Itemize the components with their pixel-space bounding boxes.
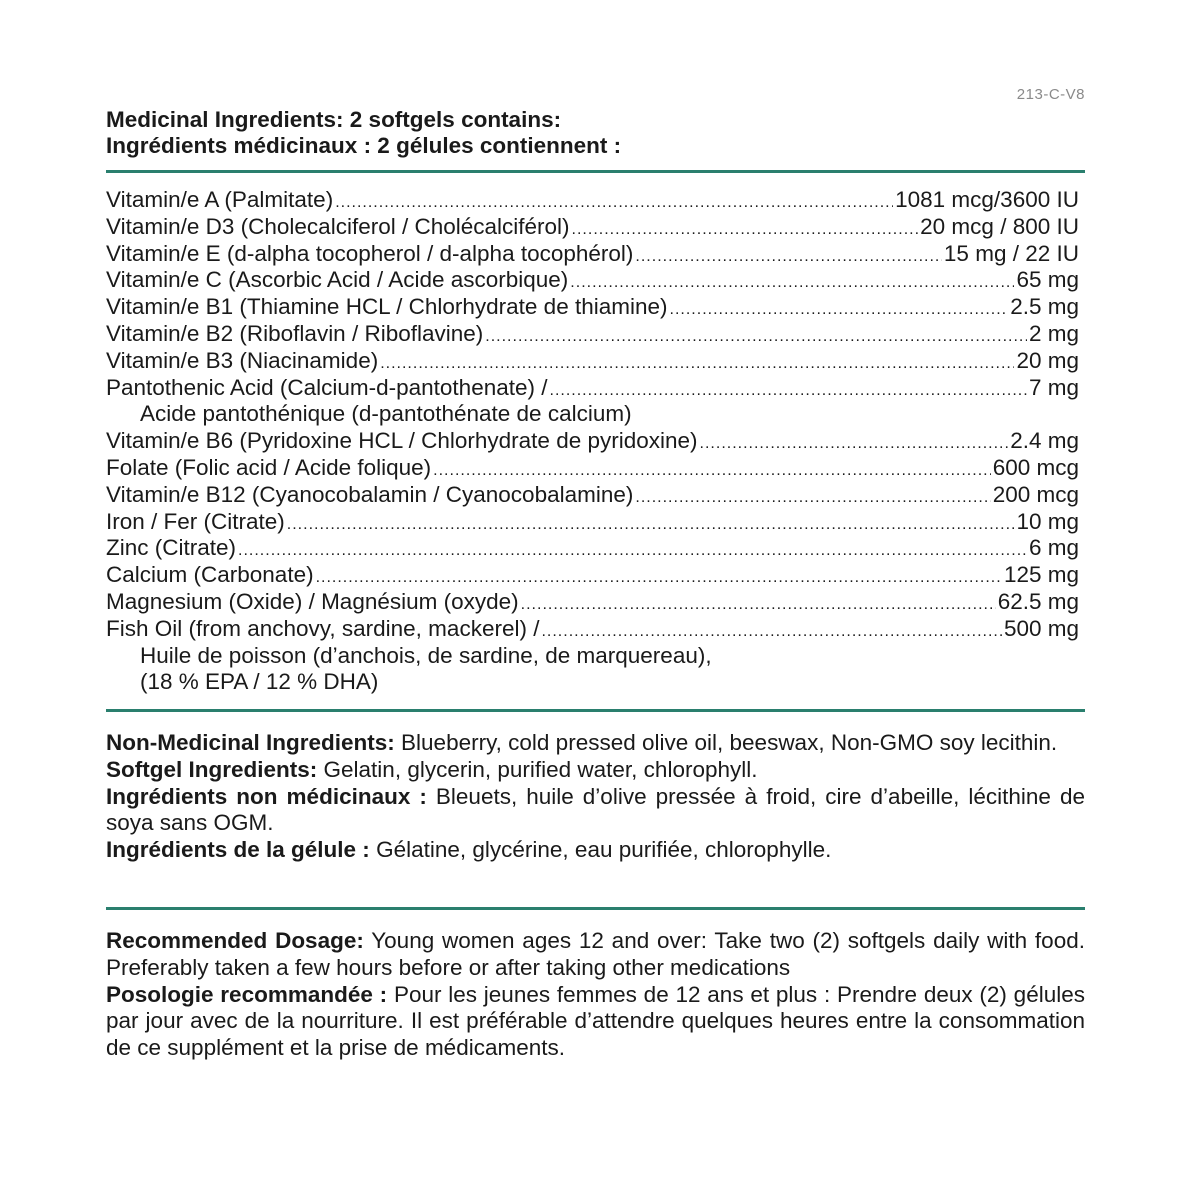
dosage-en-text: Young women ages 12 and over: Take two (2) softgels daily with food. Preferably taken a few hours before or after taking other medications xyxy=(106,928,1085,980)
ingredient-amount: 10 mg xyxy=(1016,508,1079,534)
gelule-fr-label: Ingrédients de la gélule : xyxy=(106,837,370,863)
ingredient-name: Calcium (Carbonate) xyxy=(106,562,314,588)
dot-leader xyxy=(700,431,1009,458)
ingredient-amount: 500 mg xyxy=(1003,615,1079,641)
non-medicinal-fr xyxy=(106,784,1085,838)
ingredient-name: Pantothenic Acid (Calcium-d-pantothenate) / xyxy=(106,374,548,400)
dosage-en xyxy=(106,928,1085,982)
ingredient-amount: 20 mcg / 800 IU xyxy=(920,213,1079,239)
ingredient-name: Vitamin/e B2 (Riboflavin / Riboflavine) xyxy=(106,320,484,346)
ingredient-row xyxy=(106,241,1085,268)
dot-leader xyxy=(316,565,1002,592)
ingredient-amount: 20 mg xyxy=(1016,347,1079,373)
ingredient-amount: 2 mg xyxy=(1028,320,1079,346)
ingredient-name: Vitamin/e E (d-alpha tocopherol / d-alpha tocophérol) xyxy=(106,240,634,266)
ingredient-amount: 65 mg xyxy=(1016,267,1079,293)
ingredient-amount: 125 mg xyxy=(1003,562,1079,588)
medicinal-heading-en: Medicinal Ingredients: 2 softgels contains: xyxy=(106,107,562,132)
ingredient-name: Zinc (Citrate) xyxy=(106,535,237,561)
dot-leader xyxy=(570,270,1014,297)
non-medicinal-section xyxy=(106,730,1085,864)
ingredient-row xyxy=(106,589,1085,616)
ingredient-row xyxy=(106,509,1085,536)
ingredient-name: Iron / Fer (Citrate) xyxy=(106,508,285,534)
divider-bottom xyxy=(106,907,1085,910)
ingredient-amount: 1081 mcg/3600 IU xyxy=(895,187,1079,212)
ingredient-amount: 7 mg xyxy=(1028,374,1079,400)
ingredient-name: Vitamin/e A (Palmitate) xyxy=(106,187,334,212)
ingredient-amount: 2.5 mg xyxy=(1010,294,1079,320)
ingredient-amount: 200 mcg xyxy=(992,481,1079,507)
ingredient-name: Vitamin/e D3 (Cholecalciferol / Cholécalciférol) xyxy=(106,213,570,239)
ingredient-row xyxy=(106,267,1085,294)
dot-leader xyxy=(433,458,991,485)
ingredient-name: Folate (Folic acid / Acide folique) xyxy=(106,454,432,480)
dot-leader xyxy=(670,297,1009,324)
softgel-en-text: Gelatin, glycerin, purified water, chlorophyll. xyxy=(323,756,758,782)
ingredient-name: Vitamin/e B3 (Niacinamide) xyxy=(106,347,379,373)
dot-leader xyxy=(287,512,1015,539)
ingredient-row xyxy=(106,294,1085,321)
ingredient-amount: 6 mg xyxy=(1028,535,1079,561)
dot-leader xyxy=(521,592,996,619)
ingredient-amount: 2.4 mg xyxy=(1010,428,1079,454)
ingredient-row xyxy=(106,348,1085,375)
dot-leader xyxy=(572,217,919,244)
ingredient-row xyxy=(106,562,1085,589)
ingredient-row xyxy=(106,375,1085,402)
ingredient-row xyxy=(106,455,1085,482)
dot-leader xyxy=(335,190,893,217)
dosage-en-label: Recommended Dosage: xyxy=(106,928,364,953)
softgel-en xyxy=(106,757,1085,784)
divider-top xyxy=(106,170,1085,173)
medicinal-heading-fr: Ingrédients médicinaux : 2 gélules contiennent : xyxy=(106,133,622,158)
gelule-fr-text: Gélatine, glycérine, eau purifiée, chlorophylle. xyxy=(376,837,832,863)
dot-leader xyxy=(380,351,1014,378)
ingredient-name: Vitamin/e B6 (Pyridoxine HCL / Chlorhydrate de pyridoxine) xyxy=(106,428,698,454)
ingredient-row xyxy=(106,616,1085,643)
non-medicinal-fr-text: Bleuets, huile d’olive pressée à froid, cire d’abeille, lécithine de soya sans OGM. xyxy=(106,783,1085,836)
dosage-section xyxy=(106,928,1085,1062)
ingredient-name: Vitamin/e B1 (Thiamine HCL / Chlorhydrate de thiamine) xyxy=(106,294,668,320)
non-medicinal-en-text: Blueberry, cold pressed olive oil, beeswax, Non-GMO soy lecithin. xyxy=(401,730,1058,755)
dot-leader xyxy=(635,485,990,512)
dosage-fr-label: Posologie recommandée : xyxy=(106,981,388,1007)
ingredient-list xyxy=(106,187,1085,696)
dot-leader xyxy=(635,244,942,271)
ingredient-name: Fish Oil (from anchovy, sardine, mackerel) / xyxy=(106,615,540,641)
ingredient-name: Magnesium (Oxide) / Magnésium (oxyde) xyxy=(106,588,519,614)
ingredient-amount: 15 mg / 22 IU xyxy=(943,240,1079,266)
ingredient-row xyxy=(106,482,1085,509)
ingredient-row xyxy=(106,535,1085,562)
ingredient-subline: (18 % EPA / 12 % DHA) xyxy=(140,669,379,695)
ingredient-row xyxy=(106,187,1085,214)
dot-leader xyxy=(541,619,1001,646)
dosage-fr-text: Pour les jeunes femmes de 12 ans et plus : Prendre deux (2) gélules par jour avec de la nourriture. Il est préférable d’attendre quelques heures entre la consommation de ce supplément et la prise de médicaments. xyxy=(106,981,1085,1061)
non-medicinal-en-label: Non-Medicinal Ingredients: xyxy=(106,730,395,755)
ingredient-name: Vitamin/e C (Ascorbic Acid / Acide ascorbique) xyxy=(106,267,569,293)
ingredient-amount: 600 mcg xyxy=(992,454,1079,480)
ingredient-row xyxy=(106,321,1085,348)
ingredient-subline: Huile de poisson (d’anchois, de sardine, de marquereau), xyxy=(140,642,712,668)
medicinal-heading xyxy=(106,107,621,159)
dosage-fr xyxy=(106,982,1085,1062)
dot-leader xyxy=(238,538,1027,565)
ingredient-row xyxy=(106,428,1085,455)
non-medicinal-en xyxy=(106,730,1085,757)
ingredient-row xyxy=(106,214,1085,241)
ingredient-subline: Acide pantothénique (d-pantothénate de calcium) xyxy=(140,401,632,427)
non-medicinal-fr-label: Ingrédients non médicinaux : xyxy=(106,783,427,809)
ingredient-name: Vitamin/e B12 (Cyanocobalamin / Cyanocobalamine) xyxy=(106,481,634,507)
dot-leader xyxy=(550,378,1027,405)
gelule-fr xyxy=(106,837,1085,864)
divider-middle xyxy=(106,709,1085,712)
softgel-en-label: Softgel Ingredients: xyxy=(106,756,318,782)
dot-leader xyxy=(485,324,1027,351)
product-code: 213-C-V8 xyxy=(1016,86,1085,103)
ingredient-amount: 62.5 mg xyxy=(997,588,1079,614)
